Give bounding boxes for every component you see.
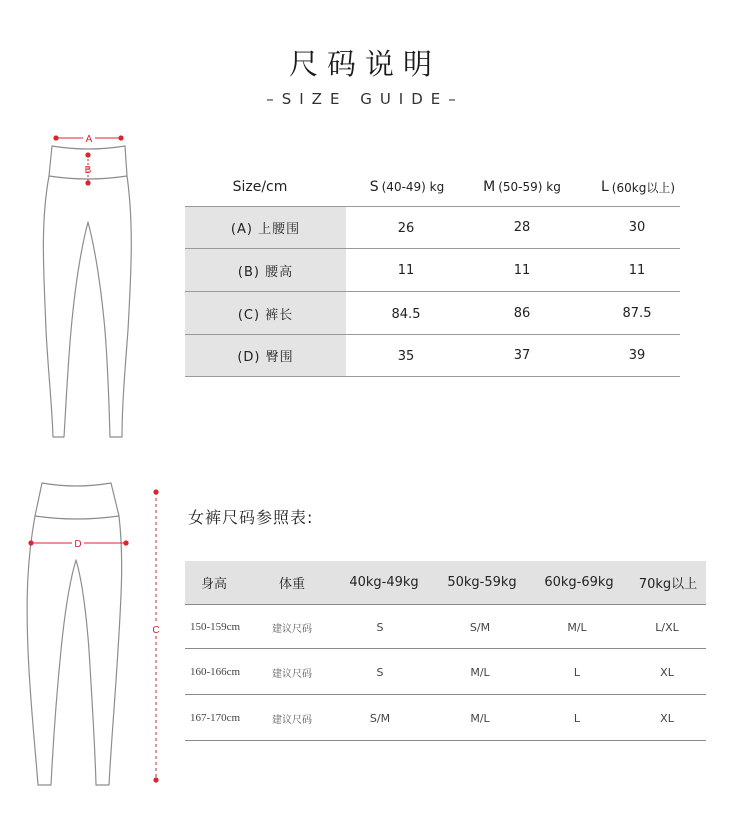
dimension-b-marker (85, 152, 92, 185)
size-unit: (50-59) kg (498, 180, 561, 194)
table-cell: 39 (628, 348, 646, 363)
size-letter: M (483, 179, 496, 195)
size-cell: S/M (469, 620, 491, 634)
table-cell: 11 (397, 263, 415, 278)
size-cell: L/XL (655, 620, 679, 634)
table-cell: 86 (513, 305, 531, 321)
table-rule (185, 694, 706, 695)
height-cell: 167-170cm (189, 712, 241, 724)
recommend-label: 建议尺码 (272, 623, 312, 635)
dimension-c-label: C (152, 625, 160, 636)
table-cell: 11 (628, 262, 646, 278)
size-unit: (40-49) kg (381, 180, 445, 194)
dimension-b-label: B (84, 165, 92, 176)
row-label: (C) 裤长 (237, 307, 294, 323)
dimension-a-marker (53, 132, 123, 145)
size-cell: L (573, 665, 581, 679)
table-cell: 26 (397, 221, 415, 236)
col-header-height: 身高 (200, 577, 227, 592)
leggings-outline (43, 176, 131, 437)
size-header-m (472, 172, 572, 202)
table-rule (185, 740, 706, 741)
dimension-c-marker (150, 489, 162, 782)
col-header-w40: 40kg-49kg (349, 575, 419, 590)
reference-title: 女裤尺码参照表: (188, 508, 314, 527)
table-cell: 11 (513, 262, 531, 278)
recommend-label: 建议尺码 (272, 668, 312, 680)
table-cell: 35 (397, 349, 415, 364)
page-title: 尺码说明 (288, 47, 441, 81)
size-header-s (357, 172, 457, 202)
size-letter: S (369, 179, 379, 195)
size-cell: M/L (567, 620, 587, 634)
row-label: (A) 上腰围 (230, 222, 301, 237)
size-cell: S (376, 665, 384, 679)
col-header-w60: 60kg-69kg (544, 575, 614, 590)
col-header-w70: 70kg以上 (638, 577, 698, 592)
table-cell: 28 (513, 220, 531, 235)
col-header-w50: 50kg-59kg (447, 575, 517, 590)
col-header-weight: 体重 (278, 577, 305, 592)
size-cell: S/M (369, 711, 391, 725)
table-cell: 84.5 (391, 307, 421, 322)
page-subtitle: –SIZE GUIDE– (266, 90, 464, 108)
dimension-d-marker (28, 537, 128, 550)
table-cell: 30 (628, 220, 646, 235)
size-cell: M/L (470, 665, 490, 679)
table-cell: 37 (513, 348, 531, 363)
leggings-outline-2 (27, 516, 122, 785)
row-label: (B) 腰高 (237, 264, 294, 280)
size-unit: (60kg以上) (611, 180, 675, 195)
size-header-l (588, 172, 688, 202)
dimension-d-label: D (74, 539, 82, 550)
size-letter: L (600, 179, 609, 195)
row-label: (D) 臀围 (237, 350, 294, 365)
table-cell: 87.5 (622, 305, 652, 321)
size-cell: S (376, 620, 384, 634)
size-cell: XL (660, 665, 674, 679)
waistband-shape-2 (35, 483, 119, 519)
size-cell: XL (660, 711, 674, 725)
dimension-a-label: A (85, 134, 93, 145)
size-col-header: Size/cm (232, 179, 288, 195)
height-cell: 150-159cm (189, 621, 241, 633)
size-cell: L (573, 711, 581, 725)
size-cell: M/L (470, 711, 490, 725)
recommend-label: 建议尺码 (272, 714, 312, 726)
height-cell: 160-166cm (189, 666, 241, 678)
